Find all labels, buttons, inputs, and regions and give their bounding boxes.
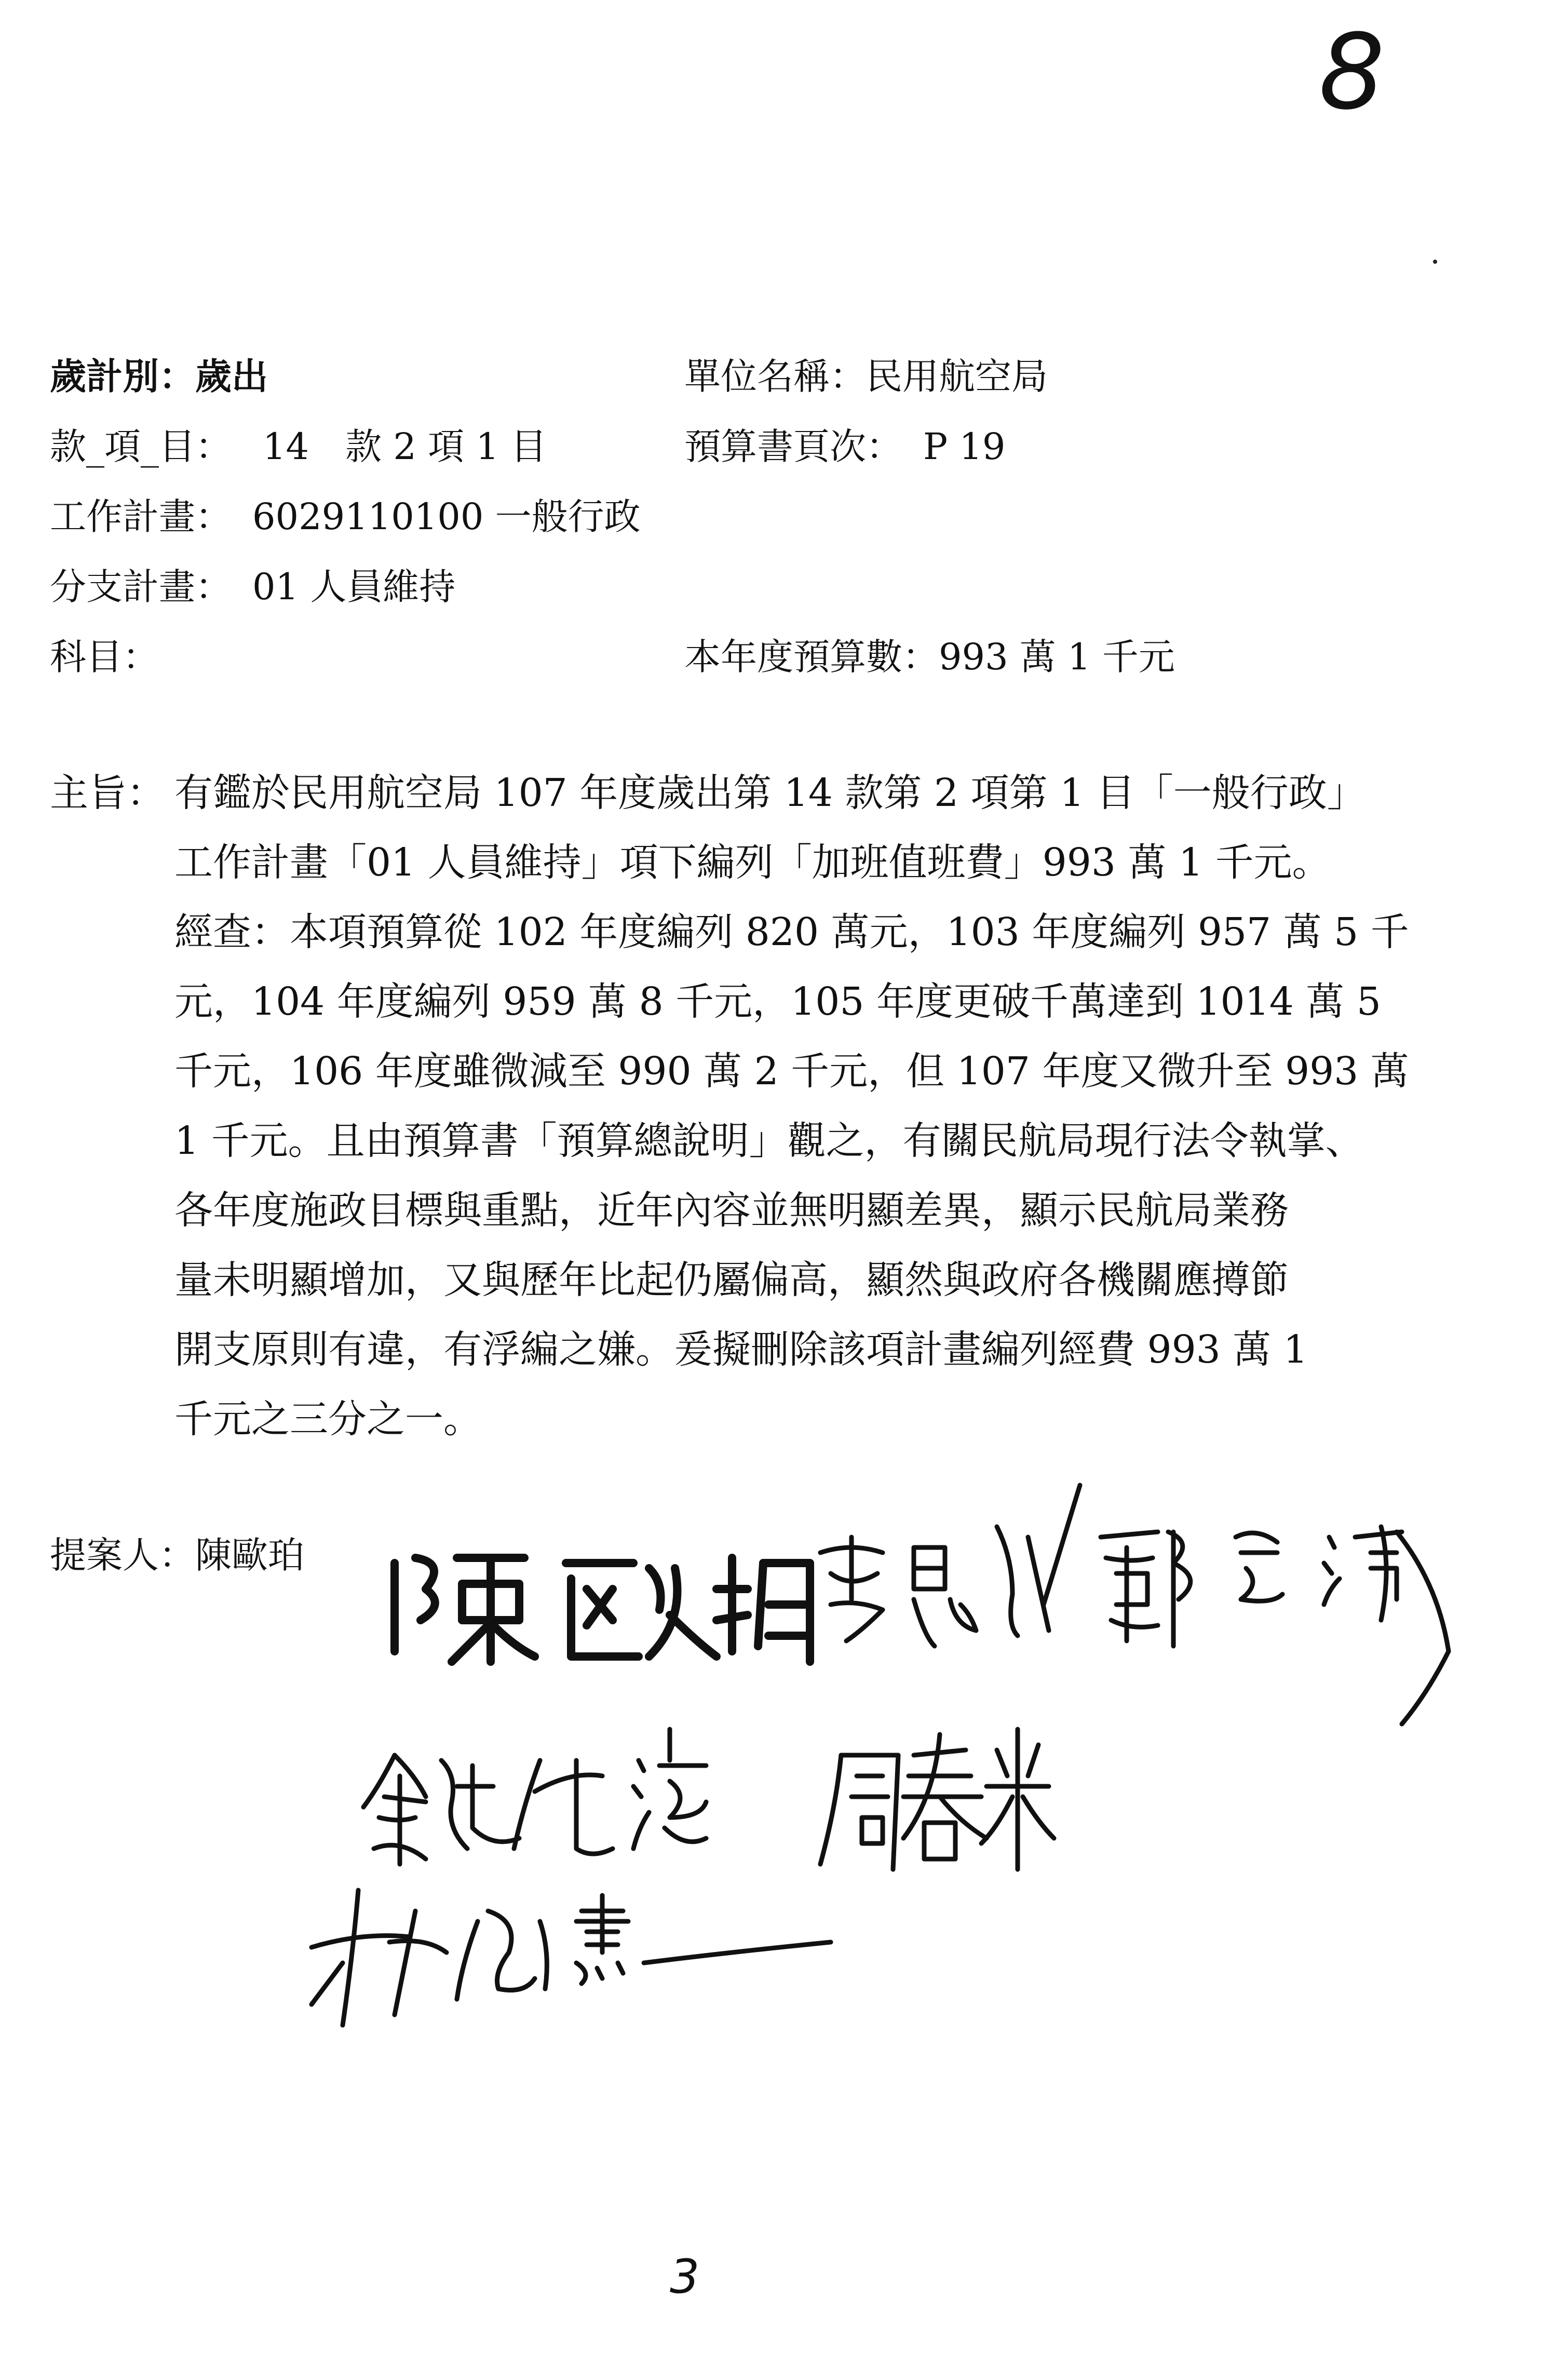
subject-line-text: 1 千元。且由預算書「預算總說明」觀之，有關民航局現行法令執掌、 — [174, 1119, 1364, 1163]
signature-lin-jun-xian — [312, 1890, 831, 2025]
unit-label: 單位名稱： — [684, 355, 866, 398]
subject-line-text: 千元，106 年度雖微減至 990 萬 2 千元，但 107 年度又微升至 993 萬 — [174, 1049, 1409, 1094]
subject-line-text: 千元之三分之一。 — [174, 1397, 482, 1442]
subject-label: 主旨： — [50, 771, 165, 815]
signature-zhong-jia-bin — [363, 1729, 706, 1864]
budget-value: 993 萬 1 千元 — [939, 636, 1175, 678]
sub-plan-label: 分支計畫： — [50, 565, 232, 608]
signature-zhou-chun-mi — [820, 1729, 1054, 1869]
sub-plan-value: 01 人員維持 — [252, 565, 456, 608]
budget-label: 本年度預算數： — [684, 636, 939, 678]
page-ref-value: P 19 — [923, 425, 1006, 468]
subject-line-text: 經查：本項預算從 102 年度編列 820 萬元，103 年度編列 957 萬 5 千 — [174, 910, 1409, 954]
subject-account-label: 科目： — [50, 636, 159, 678]
category-value: 歲出 — [195, 355, 268, 398]
work-plan-label: 工作計畫： — [50, 495, 232, 538]
subject-line-text: 開支原則有違，有浮編之嫌。爰擬刪除該項計畫編列經費 993 萬 1 — [174, 1327, 1308, 1372]
proposer-label: 提案人： — [50, 1534, 195, 1577]
item-label: 款_項_目： — [50, 425, 232, 468]
handwritten-footer-number: 3 — [670, 2250, 700, 2304]
work-plan-value: 6029110100 一般行政 — [252, 495, 641, 538]
subject-line-text: 量未明顯增加，又與歷年比起仍屬偏高，顯然與政府各機關應撙節 — [174, 1258, 1289, 1302]
proposer-name: 陳歐珀 — [195, 1534, 304, 1577]
category-label: 歲計別： — [50, 355, 195, 398]
subject-line-text: 各年度施政目標與重點，近年內容並無明顯差異，顯示民航局業務 — [174, 1188, 1289, 1233]
item-value: 14 款 2 項 1 目 — [263, 425, 547, 468]
unit-value: 民用航空局 — [866, 355, 1048, 398]
subject-line-text: 工作計畫「01 人員維持」項下編列「加班值班費」993 萬 1 千元。 — [174, 840, 1331, 885]
signature-li-kun-ze — [820, 1485, 1080, 1646]
handwritten-page-number: 8 — [1319, 12, 1385, 133]
signature-chen-ou-po — [395, 1558, 810, 1662]
signature-zheng-bao-qing — [1101, 1527, 1449, 1724]
subject-line-text: 有鑑於民用航空局 107 年度歲出第 14 款第 2 項第 1 目「一般行政」 — [174, 771, 1366, 815]
page-ref-label: 預算書頁次： — [684, 425, 902, 468]
subject-line-text: 元，104 年度編列 959 萬 8 千元，105 年度更破千萬達到 1014 萬 5 — [174, 979, 1381, 1024]
